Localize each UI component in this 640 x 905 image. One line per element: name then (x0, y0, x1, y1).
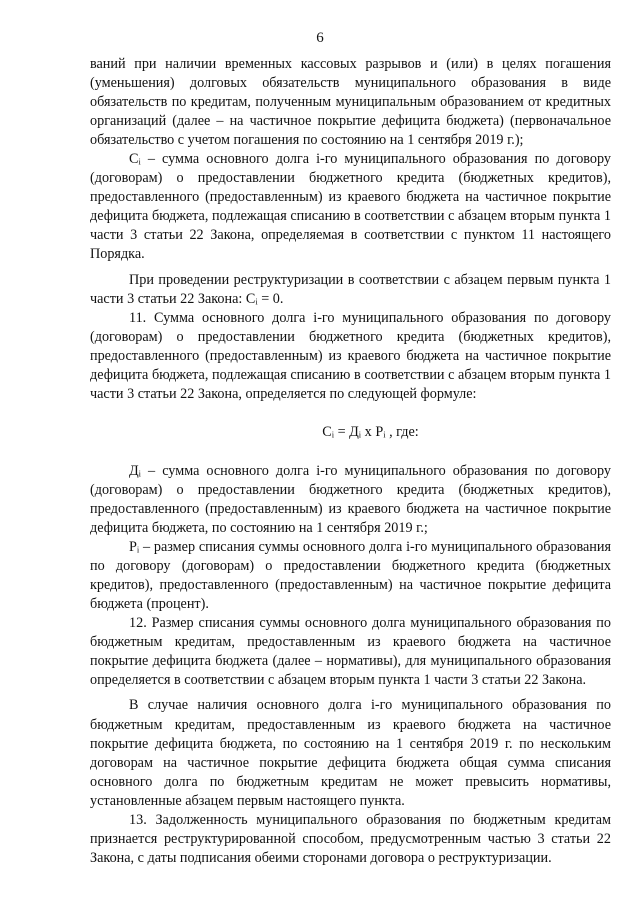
page-number: 6 (316, 30, 324, 46)
paragraph-restructuring-condition: При проведении реструктуризации в соответствии с абзацем первым пункта 1 части 3 статьи 22 Закона: Cᵢ = 0. (90, 271, 611, 307)
paragraph-continuation: ваний при наличии временных кассовых разрывов и (или) в целях погашения (уменьшения) долговых обязательств муниципального образования в виде обязательств по кредитам, полученным муниципальным образованием от кредитных организаций (далее – на частичное покрытие дефицита бюджета) (первоначальное обязательство с учетом погашения по состоянию на 1 сентября 2019 г.); (90, 56, 611, 149)
paragraph-multiple-contracts: В случае наличия основного долга i-го муниципального образования по бюджетным кредитам, предоставленным из краевого бюджета на частичное покрытие дефицита бюджета, по состоянию на 1 сентября 2019 г. по нескольким договорам на частичное покрытие дефицита бюджета общая сумма списания основного долга по бюджетным кредитам не может превысить нормативы, установленные абзацем первым настоящего пункта. (90, 697, 611, 809)
paragraph-item-12: 12. Размер списания суммы основного долга муниципального образования по бюджетным кредитам, предоставленным из краевого бюджета на частичное покрытие дефицита бюджета (далее – нормативы), для муниципального образования определяется в соответствии с абзацем вторым пункта 1 части 3 статьи 22 Закона. (90, 615, 611, 689)
paragraph-ci-definition: Cᵢ – сумма основного долга i-го муниципального образования по договору (договорам) о предоставлении бюджетного кредита (бюджетных кредитов), предоставленного (предоставленным) из краевого бюджета на частичное покрытие дефицита бюджета, подлежащая списанию в соответствии с абзацем вторым пункта 1 части 3 статьи 22 Закона, определяемая в соответствии с пунктом 11 настоящего Порядка. (90, 151, 611, 263)
paragraph-di-definition: Дᵢ – сумма основного долга i-го муниципального образования по договору (договорам) о предоставлении бюджетного кредита (бюджетных кредитов), предоставленного (предоставленным) из краевого бюджета на частичное покрытие дефицита бюджета, по состоянию на 1 сентября 2019 г.; (90, 462, 611, 537)
paragraph-item-13: 13. Задолженность муниципального образования по бюджетным кредитам признается реструктурированной способом, предусмотренным частью 3 статьи 22 Закона, с даты подписания обеими сторонами договора о реструктуризации. (90, 811, 611, 866)
paragraph-item-11: 11. Сумма основного долга i-го муниципального образования по договору (договорам) о предоставлении бюджетного кредита (бюджетных кредитов), предоставленного (предоставленным) из краевого бюджета на частичное покрытие дефицита бюджета, подлежащая списанию в соответствии с абзацем вторым пункта 1 части 3 статьи 22 Закона, определяется по следующей формуле: (90, 309, 611, 402)
document-body (90, 55, 611, 868)
paragraph-pi-definition: Pᵢ – размер списания суммы основного долга i-го муниципального образования по договору (договорам) о предоставлении бюджетного кредита (бюджетных кредитов), предоставленного (предоставленным) на частичное покрытие дефицита бюджета (процент). (90, 539, 611, 613)
formula: Cᵢ = Дᵢ x Pᵢ , где: (322, 423, 419, 440)
